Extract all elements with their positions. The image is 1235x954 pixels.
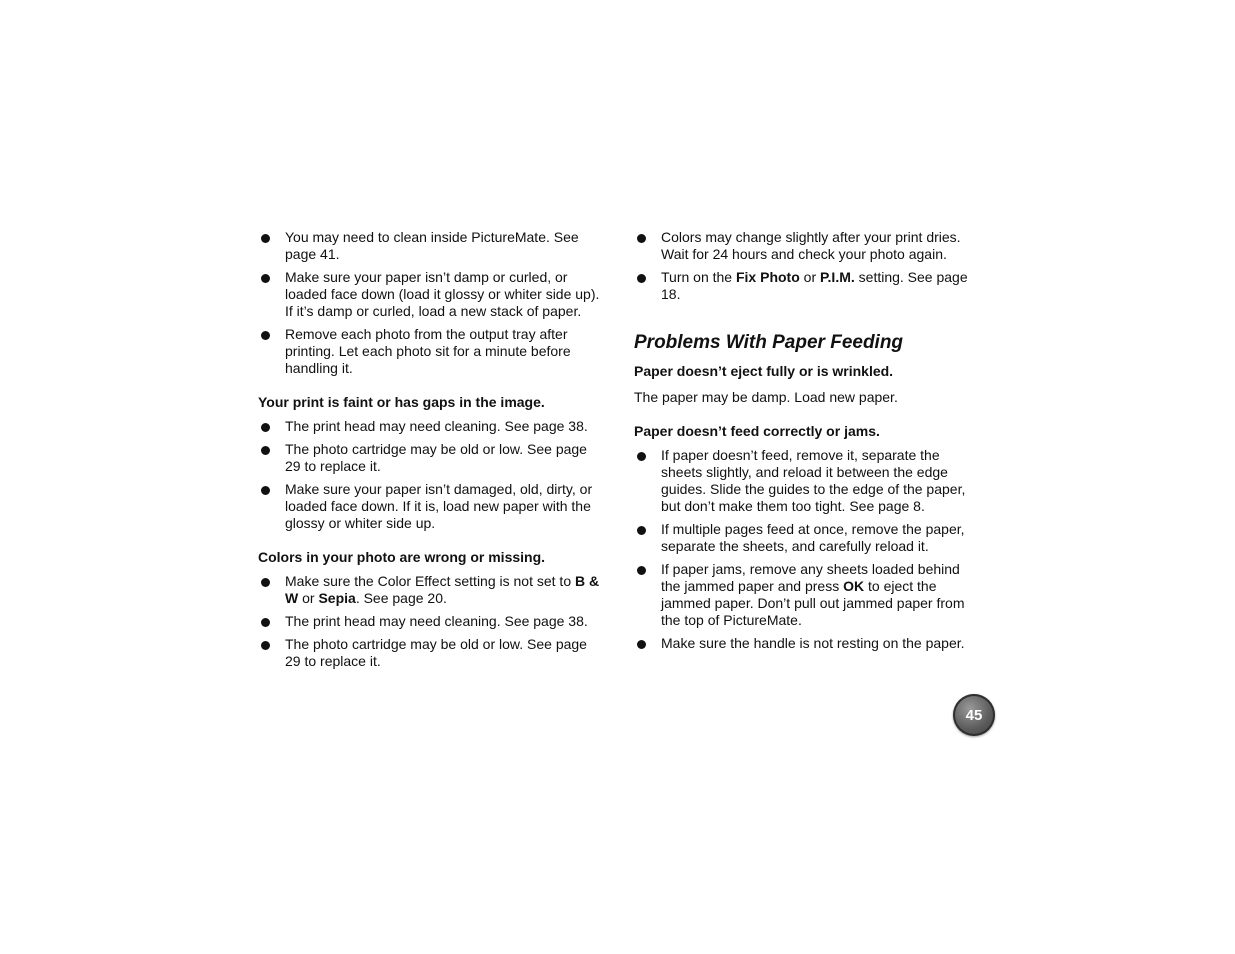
list-item: Colors may change slightly after your print dries. Wait for 24 hours and check your photo again. — [634, 229, 979, 263]
list-item: Remove each photo from the output tray after printing. Let each photo sit for a minute before handling it. — [258, 326, 603, 377]
list-item: Make sure the handle is not resting on the paper. — [634, 635, 979, 652]
text-run: setting. See page 18. — [661, 269, 968, 302]
intro-bullet-list — [258, 229, 603, 377]
faint-print-heading: Your print is faint or has gaps in the image. — [258, 394, 545, 410]
list-item: If paper doesn’t feed, remove it, separate the sheets slightly, and reload it between the edge guides. Slide the guides to the edge of the paper, but don’t make them too tight. See page 8. — [634, 447, 979, 515]
top-bullet-list — [634, 229, 979, 303]
text-run: to eject the jammed paper. Don’t pull out jammed paper from the top of PictureMate. — [661, 578, 965, 628]
list-item: The print head may need cleaning. See page 38. — [258, 613, 603, 630]
right-column — [634, 229, 979, 658]
list-item: The print head may need cleaning. See page 38. — [258, 418, 603, 435]
list-item: You may need to clean inside PictureMate. See page 41. — [258, 229, 603, 263]
colors-wrong-heading: Colors in your photo are wrong or missing. — [258, 549, 546, 565]
setting-name-bw: B & W — [285, 573, 600, 606]
list-item — [634, 561, 979, 629]
list-item — [258, 573, 603, 607]
list-item: Make sure your paper isn’t damp or curled, or loaded face down (load it glossy or whiter side up). If it’s damp or curled, load a new stack of paper. — [258, 269, 603, 320]
text-run: Turn on the — [661, 269, 736, 285]
faint-print-bullet-list — [258, 418, 603, 532]
list-item: Make sure your paper isn’t damaged, old, dirty, or loaded face down. If it is, load new paper with the glossy or whiter side up. — [258, 481, 603, 532]
eject-heading: Paper doesn’t eject fully or is wrinkled. — [634, 363, 894, 379]
left-column — [258, 229, 603, 676]
setting-name-pim: P.I.M. — [820, 269, 855, 285]
list-item: The photo cartridge may be old or low. See page 29 to replace it. — [258, 636, 603, 670]
text-run: Make sure the Color Effect setting is not set to — [285, 573, 575, 589]
text-run: or — [298, 590, 319, 606]
list-item — [634, 269, 979, 303]
setting-name-sepia: Sepia — [318, 590, 356, 606]
colors-wrong-bullet-list — [258, 573, 603, 670]
setting-name-fix-photo: Fix Photo — [735, 269, 800, 285]
section-title: Problems With Paper Feeding — [634, 332, 904, 353]
eject-paragraph: The paper may be damp. Load new paper. — [634, 389, 898, 405]
button-name-ok: OK — [843, 578, 865, 594]
text-run: or — [799, 269, 820, 285]
page-number: 45 — [965, 706, 983, 724]
feed-heading: Paper doesn’t feed correctly or jams. — [634, 423, 880, 439]
text-run: . See page 20. — [355, 590, 447, 606]
page-number-badge — [953, 694, 995, 736]
feed-bullet-list — [634, 447, 979, 652]
list-item: The photo cartridge may be old or low. See page 29 to replace it. — [258, 441, 603, 475]
list-item: If multiple pages feed at once, remove the paper, separate the sheets, and carefully reload it. — [634, 521, 979, 555]
text-run: If paper jams, remove any sheets loaded behind the jammed paper and press — [661, 561, 960, 594]
